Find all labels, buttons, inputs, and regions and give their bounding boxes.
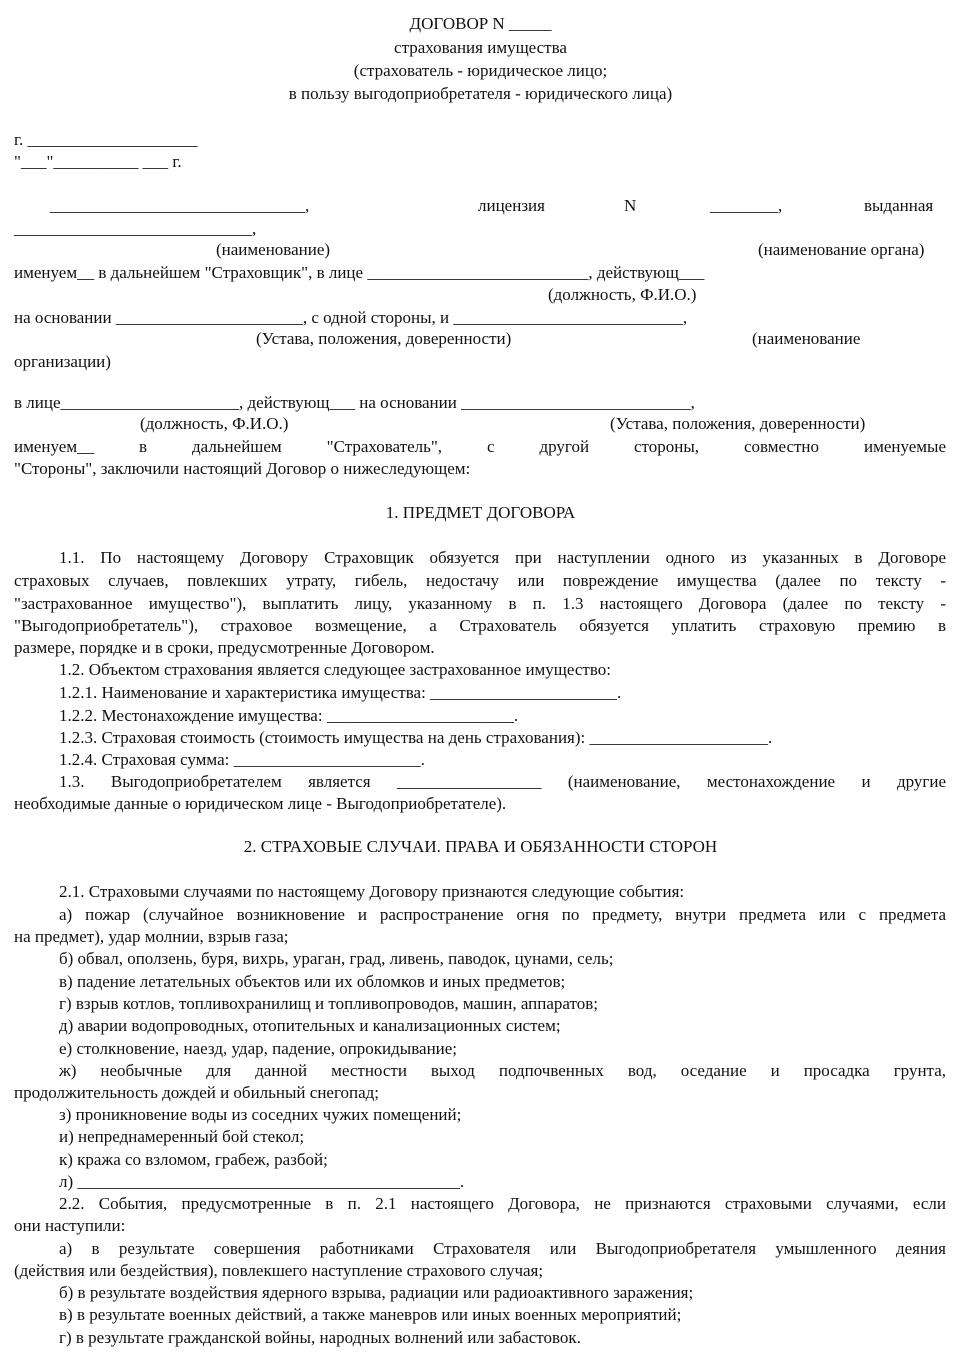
document-title: ДОГОВОР N _____ xyxy=(409,14,552,33)
parties-agreement-line: "Стороны", заключили настоящий Договор о нижеследующем: xyxy=(14,459,471,478)
event-i: и) непреднамеренный бой стекол; xyxy=(59,1127,305,1146)
issuer-blank: ____________________________, xyxy=(14,219,257,238)
clause-2-2-line-2: они наступили: xyxy=(14,1216,126,1235)
basis-line: на основании ______________________, с одной стороны, и ___________________________, xyxy=(14,308,688,327)
city-field: г. ____________________ xyxy=(14,130,198,149)
license-number-blank: ________, xyxy=(710,196,783,215)
authority-caption: (наименование органа) xyxy=(758,240,925,259)
insured-line: именуем__ в дальнейшем "Страхователь", с другой стороны, совместно именуемые xyxy=(14,437,947,456)
charter-caption: (Устава, положения, доверенности) xyxy=(256,329,512,348)
event-e: е) столкновение, наезд, удар, падение, опрокидывание; xyxy=(59,1039,458,1058)
clause-1-2-4: 1.2.4. Страховая сумма: ______________________. xyxy=(59,750,425,769)
section-2-heading: 2. СТРАХОВЫЕ СЛУЧАИ. ПРАВА И ОБЯЗАННОСТИ СТОРОН xyxy=(243,837,718,856)
number-label: N xyxy=(624,196,637,215)
clause-1-1-line-4: "Выгодоприобретатель"), страховое возмещение, а Страхователь обязуется уплатить страховую премию в xyxy=(14,616,946,635)
event-v: в) падение летательных объектов или их обломков и иных предметов; xyxy=(59,972,566,991)
org-name-caption: (наименование xyxy=(752,329,861,348)
clause-2-2-line-1: 2.2. События, предусмотренные в п. 2.1 настоящего Договора, не признаются страховыми случаями, если xyxy=(59,1194,946,1213)
clause-1-2-1: 1.2.1. Наименование и характеристика имущества: ______________________. xyxy=(59,683,622,702)
charter-caption-2: (Устава, положения, доверенности) xyxy=(610,414,866,433)
event-z: з) проникновение воды из соседних чужих помещений; xyxy=(59,1105,462,1124)
issued-label: выданная xyxy=(864,196,934,215)
exclusion-v: в) в результате военных действий, а также маневров или иных военных мероприятий; xyxy=(59,1305,682,1324)
position-caption: (должность, Ф.И.О.) xyxy=(548,285,697,304)
clause-1-3-line-1: 1.3. Выгодоприобретателем является _________________ (наименование, местонахождение и другие xyxy=(59,772,946,791)
clause-1-1-line-5: размере, порядке и в сроки, предусмотренные Договором. xyxy=(14,638,435,657)
event-zh-line-2: продолжительность дождей и обильный снегопад; xyxy=(14,1083,380,1102)
event-zh-line-1: ж) необычные для данной местности выход подпочвенных вод, оседание и просадка грунта, xyxy=(59,1061,946,1080)
exclusion-a-line-2: (действия или бездействия), повлекшего наступление страхового случая; xyxy=(14,1261,544,1280)
clause-1-1-line-3: "застрахованное имущество"), выплатить лицу, указанному в п. 1.3 настоящего Договора (далее по тексту - xyxy=(14,594,946,613)
document-subtitle: страхования имущества xyxy=(394,38,567,57)
clause-2-1: 2.1. Страховыми случаями по настоящему Договору признаются следующие события: xyxy=(59,882,685,901)
insurer-name-blank: ______________________________, xyxy=(50,196,310,215)
beneficiary-note: в пользу выгодоприобретателя - юридического лица) xyxy=(288,84,673,103)
insured-representative-line: в лице_____________________, действующ___ на основании ___________________________, xyxy=(14,393,695,412)
insurer-line: именуем__ в дальнейшем "Страховщик", в лице __________________________, действующ___ xyxy=(14,263,705,282)
event-b: б) обвал, оползень, буря, вихрь, ураган, град, ливень, паводок, цунами, сель; xyxy=(59,949,614,968)
event-d: д) аварии водопроводных, отопительных и канализационных систем; xyxy=(59,1016,561,1035)
clause-1-1-line-1: 1.1. По настоящему Договору Страховщик обязуется при наступлении одного из указанных в Договоре xyxy=(59,548,946,567)
event-l: л) _____________________________________________. xyxy=(59,1172,465,1191)
event-k: к) кража со взломом, грабеж, разбой; xyxy=(59,1150,328,1169)
event-g: г) взрыв котлов, топливохранилищ и топливопроводов, машин, аппаратов; xyxy=(59,994,598,1013)
clause-1-1-line-2: страховых случаев, повлекших утрату, гибель, недостачу или повреждение имущества (далее по тексту - xyxy=(14,571,946,590)
clause-1-3-line-2: необходимые данные о юридическом лице - Выгодоприобретателе). xyxy=(14,794,507,813)
exclusion-a-line-1: а) в результате совершения работниками Страхователя или Выгодоприобретателя умышленного деяния xyxy=(59,1239,946,1258)
event-a-line-1: а) пожар (случайное возникновение и распространение огня по предмету, внутри предмета или с предмета xyxy=(59,905,946,924)
position-caption-2: (должность, Ф.И.О.) xyxy=(140,414,289,433)
name-caption: (наименование) xyxy=(216,240,331,259)
clause-1-2-3: 1.2.3. Страховая стоимость (стоимость имущества на день страхования): _____________________. xyxy=(59,728,773,747)
event-a-line-2: на предмет), удар молнии, взрыв газа; xyxy=(14,927,289,946)
clause-1-2-2: 1.2.2. Местонахождение имущества: ______________________. xyxy=(59,706,519,725)
exclusion-g: г) в результате гражданской войны, народных волнений или забастовок. xyxy=(59,1328,581,1347)
parties-note: (страхователь - юридическое лицо; xyxy=(353,61,608,80)
license-label: лицензия xyxy=(478,196,545,215)
org-caption-cont: организации) xyxy=(14,352,111,371)
section-1-heading: 1. ПРЕДМЕТ ДОГОВОРА xyxy=(385,503,576,522)
exclusion-b: б) в результате воздействия ядерного взрыва, радиации или радиоактивного заражения; xyxy=(59,1283,694,1302)
clause-1-2: 1.2. Объектом страхования является следующее застрахованное имущество: xyxy=(59,660,611,679)
date-field: "___"__________ ___ г. xyxy=(14,152,182,171)
